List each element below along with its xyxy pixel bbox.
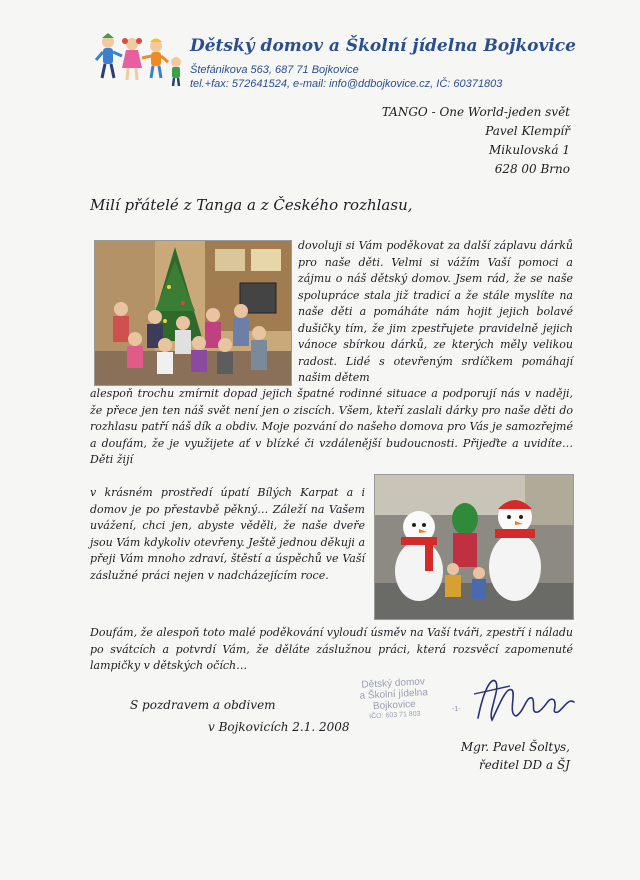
organization-address: Štefánikova 563, 687 71 Bojkovice <box>190 64 359 76</box>
stamp-line: Bojkovice <box>372 698 417 713</box>
stamp-number: -1- <box>452 706 461 713</box>
body-paragraph-1-start: dovoluji si Vám poděkovat za další záplavu dárků pro naše děti. Velmi si vážím Vaší pomoci a zájmu o náš dětský domov. Jsem rád, že se naše spolupráce stala již tradicí a že stále myslíte na naše děti a pomáháte nám hojit jejich bolavé dušičky tím, že jim zpestřujete pravidelně jejich vánoce sbírkou dárků, ze kterých měly velikou radost. Lidé s otevřeným srdíčkem pomáhají našim dětem <box>298 239 573 384</box>
stamp-line: a Školní jídelna <box>359 687 429 702</box>
christmas-photo-image <box>95 241 291 385</box>
salutation: Milí přátelé z Tanga a z Českého rozhlasu, <box>90 196 413 214</box>
stamp-ico: IČO: 603 71 803 <box>369 710 421 721</box>
recipient-address <box>382 103 570 179</box>
snowmen-photo <box>374 474 574 620</box>
snowmen-photo-image <box>375 475 573 619</box>
closing-greeting: S pozdravem a obdivem <box>130 698 276 712</box>
closing-place-date: v Bojkovicích 2.1. 2008 <box>208 720 350 734</box>
body-paragraph-2: v krásném prostředí úpatí Bílých Karpat a i domov je po přestavbě pěkný… Záleží na Vašem uvážení, chci jen, abyste věděli, že naše dveře jsou Vám kdykoliv otevřeny. Ještě jednou děkuji a přeji Vám mnoho zdraví, štěstí a úspěchů ve Vaší záslužné práci nejen v nadcházejícím roce. <box>90 486 365 582</box>
recipient-line: Pavel Klempíř <box>485 124 570 138</box>
christmas-photo <box>94 240 292 386</box>
recipient-line: Mikulovská 1 <box>489 143 570 157</box>
recipient-line: TANGO - One World-jeden svět <box>381 105 570 119</box>
organization-title: Dětský domov a Školní jídelna Bojkovice <box>190 36 576 56</box>
children-logo-icon <box>94 32 186 90</box>
official-stamp <box>337 675 451 723</box>
body-paragraph-3: Doufám, že alespoň toto malé poděkování vyloudí úsměv na Vaší tváři, zpestří i náladu po svátcích a potvrdí Vám, že děláte záslužnou práci, která rozsvěcí zapomenuté lampičky v dětských očích… <box>90 626 573 672</box>
body-paragraph-1-end: alespoň trochu zmírnit dopad jejich špatné rodinné situace a podporují nás v naději, že přece jen ten náš svět není jen o ziscích. Všem, kteří zaslali dárky pro naše děti do rozhlasu patří náš dík a obdiv. Moje pozvání do našeho domova pro Vás je samozřejmé a doufám, že je využijete ať v blízké či vzdálenější budoucnosti. Přijeďte a uvidíte… Děti žijí <box>90 387 573 466</box>
signatory-name: Mgr. Pavel Šoltys, <box>460 740 570 754</box>
signatory-role: ředitel DD a ŠJ <box>479 758 570 772</box>
handwritten-signature-icon <box>470 668 580 730</box>
stamp-line: Dětský domov <box>361 676 426 691</box>
organization-contact: tel.+fax: 572641524, e-mail: info@ddbojkovice.cz, IČ: 60371803 <box>190 78 503 90</box>
signatory <box>461 738 570 774</box>
recipient-line: 628 00 Brno <box>494 162 570 176</box>
